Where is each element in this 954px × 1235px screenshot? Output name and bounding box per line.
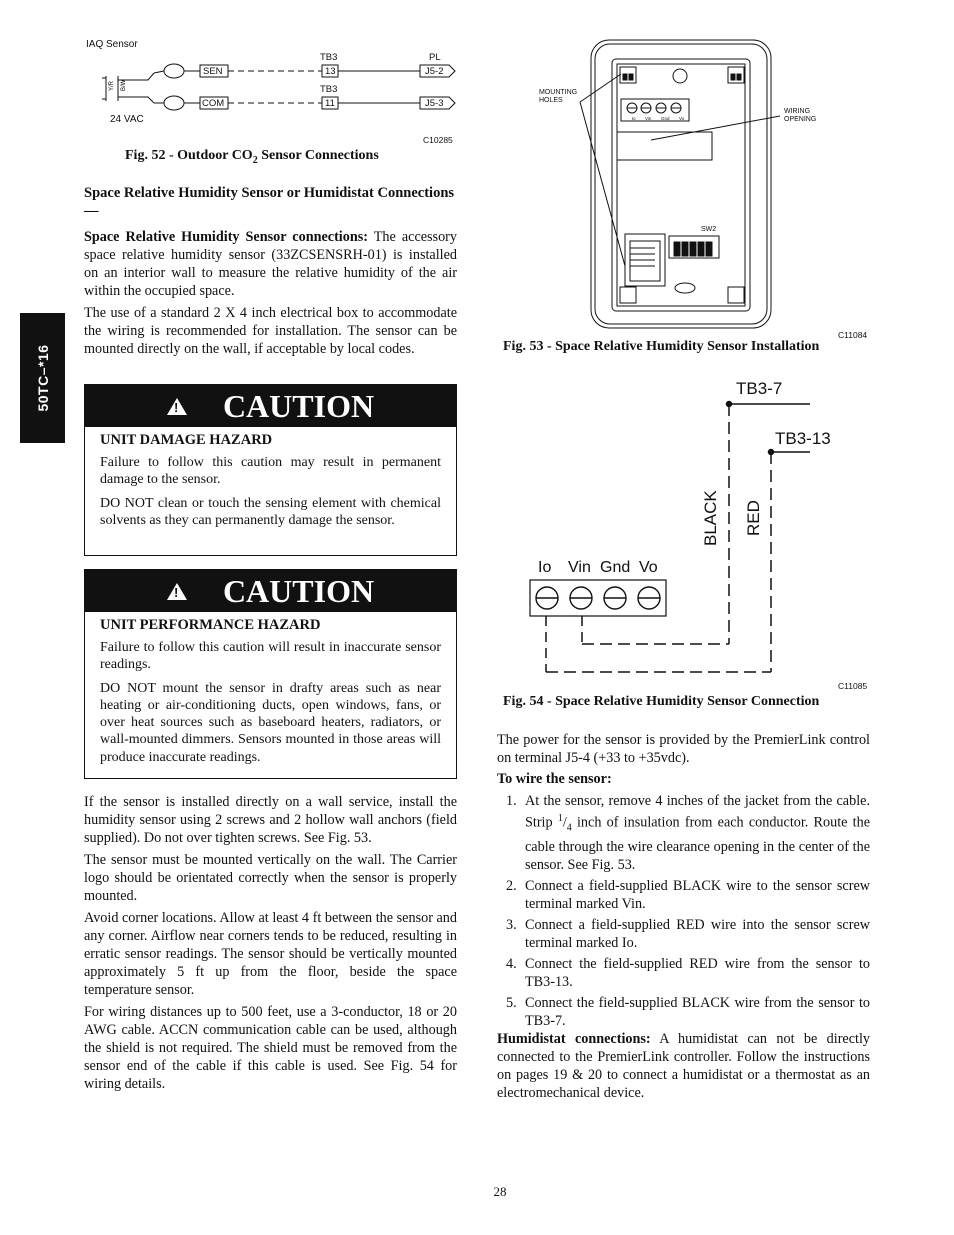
fig52-wiring-graphic (84, 36, 464, 148)
list-item: 1. At the sensor, remove 4 inches of the jacket from the cable. Strip $^1/_4$ inch of insulation from each conductor. Route the cable through the wire clearance opening in the center of the sensor. See Fig. 53. (506, 793, 870, 873)
wiring-steps-list (497, 792, 870, 1033)
section-tab (20, 313, 65, 443)
pl-label: PL (429, 52, 441, 63)
tb3-terminal-13: 13 (325, 66, 336, 77)
paragraph: The sensor must be mounted vertically on the wall. The Carrier logo should be orientated correctly when the sensor is properly mounted. (84, 852, 457, 904)
mounting-holes-label: MOUNTING HOLES (539, 89, 578, 104)
section-tab-label: 50TC–*16 (34, 344, 51, 412)
j5-2-label: J5-2 (425, 66, 444, 77)
hazard-title: UNIT PERFORMANCE HAZARD (100, 617, 321, 633)
fig53-sensor-graphic (535, 36, 875, 342)
terminal-strip-labels: Io Vin Gnd Vo (631, 116, 685, 121)
paragraph-sensor-connections: Space Relative Humidity Sensor connections: The accessory space relative humidity sensor (33ZCSENSRH-01) is installed on an interior wall to measure the relative humidity of the air within the occupied space. (84, 229, 457, 299)
section-heading: Space Relative Humidity Sensor or Humidistat Connections — (84, 185, 455, 219)
tb3-7-label: TB3-7 (736, 379, 783, 398)
list-item: 3. Connect a field-supplied RED wire into the sensor screw terminal marked Io. (506, 916, 870, 951)
fig54-wiring-graphic (520, 372, 875, 694)
terminal-label-io: Io (538, 559, 552, 576)
paragraph: If the sensor is installed directly on a wall service, install the humidity sensor using 2 screws and 2 hollow wall anchors (field supplied). Do not over tighten screws. See Fig. 53. (84, 794, 457, 846)
warning-triangle-icon (167, 583, 187, 600)
caution-text: Failure to follow this caution may result in permanent damage to the sensor. (100, 455, 441, 488)
fig52-caption: Fig. 52 - Outdoor $CO_2$ Sensor Connections (125, 148, 379, 166)
list-item: 2. Connect a field-supplied BLACK wire to the sensor screw terminal marked Vin. (506, 877, 870, 912)
sen-label: SEN (203, 66, 223, 77)
paragraph: Avoid corner locations. Allow at least 4 ft between the sensor and any corner. Airflow near corners tends to be reduced, resulting in erratic sensor readings. The sensor should be vertically mounted approximately 5 ft up from the floor, beside the space temperature sensor. (84, 910, 457, 998)
com-label: COM (202, 98, 225, 109)
tb3-13-label: TB3-13 (775, 429, 831, 448)
caution-header (85, 570, 456, 612)
svg-text:B/W: B/W (121, 79, 127, 91)
fig54-diagram: TB3-7 TB3-13 BLACK RED Io Vin Gnd Vo C11085 (520, 372, 875, 694)
svg-text:Y/R: Y/R (109, 80, 115, 91)
caution-text: DO NOT mount the sensor in drafty areas such as near heating or air-conditioning ducts, open windows, fans, or over heat sources such as baseboard heaters, radiators, or wall-mounted dimmers. Sensors mounted in those areas will produce inaccurate readings. (100, 680, 441, 765)
fig52-code: C10285 (423, 135, 453, 145)
caution-header (85, 385, 456, 427)
fig54-code: C11085 (838, 681, 868, 691)
caution-box-performance (84, 569, 457, 779)
paragraph-humidistat: Humidistat connections: A humidistat can not be directly connected to the PremierLink controller. Follow the instructions on pages 19 & 20 to connect a humidistat or a thermostat as an electromechanical device. (497, 1031, 870, 1101)
caution-text: DO NOT clean or touch the sensing element with chemical solvents as they can permanently damage the sensor. (100, 495, 441, 528)
wiring-opening-label: WIRING OPENING (784, 108, 817, 123)
list-item: 5. Connect the field-supplied BLACK wire from the sensor to TB3-7. (506, 994, 870, 1029)
warning-triangle-icon (167, 398, 187, 415)
fig53-caption: Fig. 53 - Space Relative Humidity Sensor Installation (503, 339, 820, 354)
j5-3-label: J5-3 (425, 98, 444, 109)
paragraph: For wiring distances up to 500 feet, use a 3-conductor, 18 or 20 AWG cable. ACCN communication cable can be used, although the shield is not required. The shield must be removed from the sensor end of the cable if this cable is used. See Fig. 54 for wiring details. (84, 1004, 457, 1092)
iaq-sensor-label: IAQ Sensor (86, 39, 138, 50)
fig53-code: C11084 (838, 330, 868, 340)
wire-sensor-heading: To wire the sensor: (497, 771, 612, 787)
caution-title: CAUTION (222, 387, 375, 424)
terminal-label-vo: Vo (639, 559, 658, 576)
fig52-diagram (84, 36, 464, 148)
caution-title: CAUTION (222, 572, 375, 609)
fig53-diagram (535, 36, 875, 342)
tb3-label-top: TB3 (320, 52, 338, 63)
sw2-label: SW2 (701, 226, 717, 233)
caution-box-damage (84, 384, 457, 556)
hazard-title: UNIT DAMAGE HAZARD (100, 432, 273, 448)
fig54-caption: Fig. 54 - Space Relative Humidity Sensor Connection (503, 694, 820, 709)
tb3-label-bottom: TB3 (320, 84, 338, 95)
paragraph-electrical-box: The use of a standard 2 X 4 inch electrical box to accommodate the wiring is recommended for installation. The sensor can be mounted directly on the wall, if acceptable by local codes. (84, 305, 457, 357)
paragraph-power: The power for the sensor is provided by the PremierLink control on terminal J5-4 (+33 to +35vdc). (497, 732, 870, 766)
tb3-terminal-11: 11 (325, 98, 335, 109)
list-item: 4. Connect the field-supplied RED wire from the sensor to TB3-13. (506, 955, 870, 990)
terminal-label-vin: Vin (568, 559, 591, 576)
left-column-paragraphs (84, 793, 457, 1093)
vac-label: 24 VAC (110, 114, 144, 125)
page-number: 28 (493, 1184, 507, 1199)
terminal-label-gnd: Gnd (600, 559, 631, 576)
caution-text: Failure to follow this caution will result in inaccurate sensor readings. (100, 640, 441, 673)
